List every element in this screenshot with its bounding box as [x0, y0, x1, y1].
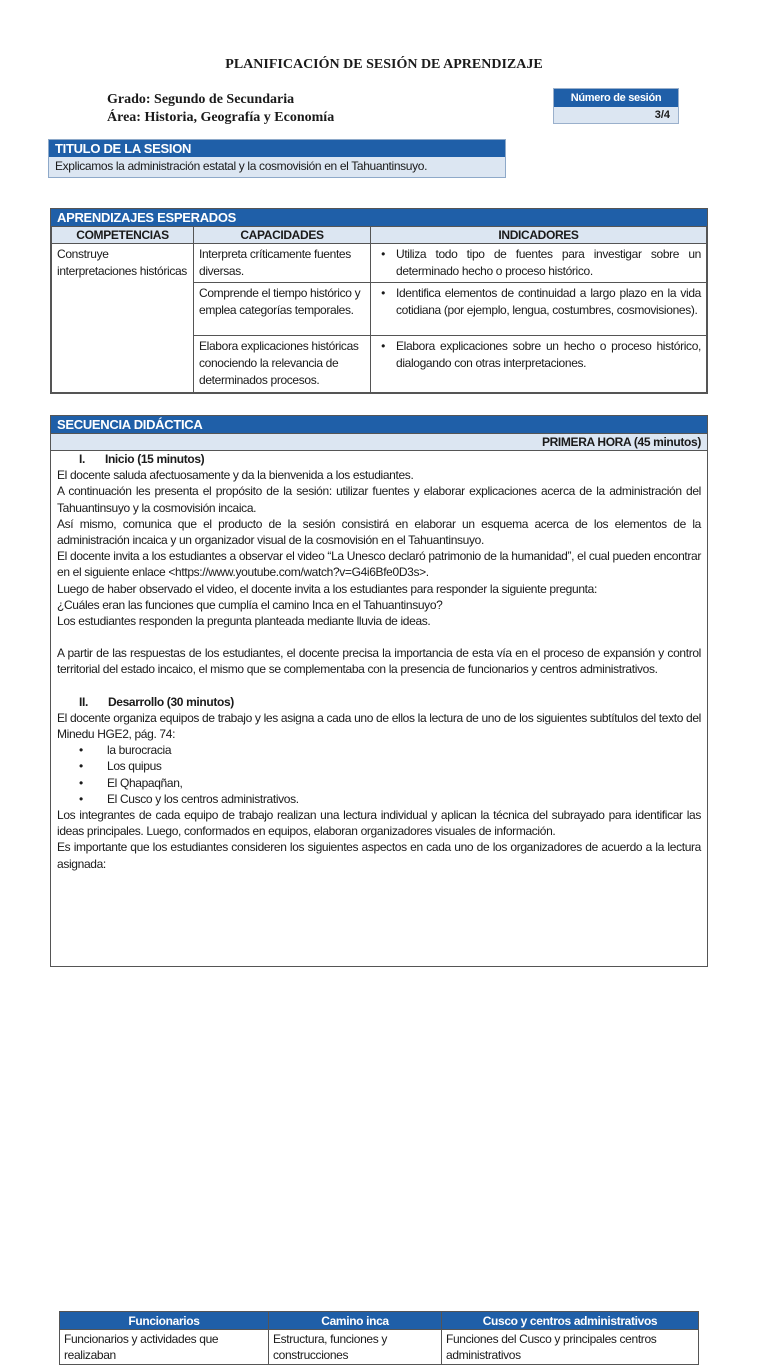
- bullet-icon: •: [79, 759, 83, 774]
- bullet-icon: •: [381, 286, 385, 300]
- first-hour-label: PRIMERA HORA (45 minutos): [51, 433, 707, 451]
- list-item: [57, 742, 701, 758]
- bullet-icon: •: [381, 247, 385, 261]
- learning-table: [51, 226, 707, 393]
- col-capacidades: CAPACIDADES: [194, 227, 371, 244]
- grade-label: Grado: Segundo de Secundaria: [107, 92, 295, 107]
- aspects-col-camino-inca: Camino inca: [269, 1312, 442, 1330]
- paragraph: A partir de las respuestas de los estudiantes, el docente precisa la importancia de esta vía en el proceso de expansión y control territorial del estado incaico, el mismo que se complementaba con la presencia de funcionarios y centros administrativos.: [57, 646, 701, 677]
- session-title-header: TITULO DE LA SESION: [49, 140, 505, 157]
- indicador-text: Elabora explicaciones sobre un hecho o proceso histórico, dialogando con otras interpretaciones.: [396, 339, 701, 370]
- session-number-value: 3/4: [554, 107, 678, 123]
- paragraph: ¿Cuáles eran las funciones que cumplía el camino Inca en el Tahuantinsuyo?: [57, 597, 443, 612]
- bullet-icon: •: [79, 743, 83, 758]
- paragraph: Es importante que los estudiantes consideren los siguientes aspectos en cada uno de los organizadores de acuerdo a la lectura asignada:: [57, 840, 701, 871]
- session-title-section: [48, 139, 506, 178]
- learning-table-header-row: [52, 227, 707, 244]
- table-row: [60, 1330, 699, 1365]
- paragraph: Así mismo, comunica que el producto de la sesión consistirá en elaborar un esquema acerca de los elementos de la administración incaica y un organizador visual de la cosmovisión en el Tahuantinsuyo.: [57, 516, 701, 548]
- phase-title: Desarrollo (30 minutos): [107, 694, 234, 709]
- didactic-sequence-header: SECUENCIA DIDÁCTICA: [51, 416, 707, 433]
- capacidad-cell: Comprende el tiempo histórico y emplea categorías temporales.: [194, 283, 371, 336]
- aspects-cell: Funcionarios y actividades que realizaban: [60, 1330, 269, 1365]
- aspects-col-cusco: Cusco y centros administrativos: [442, 1312, 699, 1330]
- document-title: PLANIFICACIÓN DE SESIÓN DE APRENDIZAJE: [225, 57, 543, 72]
- phase-number: II.: [79, 694, 88, 709]
- phase-number: I.: [79, 452, 85, 466]
- table-row: [52, 244, 707, 283]
- aspects-cell: Estructura, funciones y construcciones: [269, 1330, 442, 1365]
- list-item-text: El Qhapaqñan,: [107, 775, 183, 790]
- paragraph: A continuación les presenta el propósito de la sesión: utilizar fuentes y elaborar explicaciones acerca de la administración del Tahuantinsuyo y la cosmovisión incaica.: [57, 484, 701, 515]
- indicador-cell: [371, 336, 707, 393]
- bullet-icon: •: [79, 775, 83, 790]
- bullet-icon: •: [381, 339, 385, 353]
- indicador-cell: [371, 283, 707, 336]
- list-item-text: Los quipus: [107, 759, 162, 774]
- aspects-header-row: [60, 1312, 699, 1330]
- capacidad-cell: Elabora explicaciones históricas conociendo la relevancia de determinados procesos.: [194, 336, 371, 393]
- capacidad-cell: Interpreta críticamente fuentes diversas.: [194, 244, 371, 283]
- indicador-cell: [371, 244, 707, 283]
- expected-learning-section: [50, 208, 708, 394]
- list-item: [57, 775, 701, 791]
- list-item: [57, 791, 701, 807]
- indicador-text: Utiliza todo tipo de fuentes para investigar sobre un determinado hecho o proceso histórico.: [396, 247, 701, 278]
- col-competencias: COMPETENCIAS: [52, 227, 194, 244]
- indicador-text: Identifica elementos de continuidad a largo plazo en la vida cotidiana (por ejemplo, lengua, costumbres, cosmovisiones).: [396, 286, 701, 317]
- phase-title: Inicio (15 minutos): [104, 452, 205, 466]
- session-title-text: Explicamos la administración estatal y la cosmovisión en el Tahuantinsuyo.: [49, 157, 505, 177]
- competencia-cell: Construye interpretaciones históricas: [52, 244, 194, 393]
- list-item-text: El Cusco y los centros administrativos.: [107, 791, 299, 806]
- list-item: [57, 758, 701, 774]
- paragraph: Los integrantes de cada equipo de trabajo realizan una lectura individual y aplican la técnica del subrayado para identificar las ideas principales. Luego, conformados en equipos, elaboran organizadores visuales de información.: [57, 808, 701, 839]
- aspects-col-funcionarios: Funcionarios: [60, 1312, 269, 1330]
- area-label: Área: Historia, Geografía y Economía: [107, 110, 335, 125]
- paragraph: El docente invita a los estudiantes a observar el video “La Unesco declaró patrimonio de la humanidad”, el cual pueden encontrar en el siguiente enlace <https://www.youtube.com/watch?v=G4i6Bfe0D3s>.: [57, 549, 701, 580]
- paragraph: Los estudiantes responden la pregunta planteada mediante lluvia de ideas.: [57, 614, 431, 629]
- session-number-box: [553, 88, 679, 124]
- list-item-text: la burocracia: [107, 743, 172, 758]
- phase-heading-inicio: [57, 451, 701, 467]
- session-number-label: Número de sesión: [554, 89, 678, 107]
- expected-learning-header: APRENDIZAJES ESPERADOS: [51, 209, 707, 226]
- col-indicadores: INDICADORES: [371, 227, 707, 244]
- paragraph: El docente organiza equipos de trabajo y les asigna a cada uno de ellos la lectura de uno de los siguientes subtítulos del texto del Minedu HGE2, pág. 74:: [57, 710, 701, 742]
- phase-heading-desarrollo: [57, 694, 701, 710]
- sequence-content: [51, 451, 707, 872]
- paragraph: El docente saluda afectuosamente y da la bienvenida a los estudiantes.: [57, 468, 414, 483]
- bullet-icon: •: [79, 791, 83, 806]
- aspects-cell: Funciones del Cusco y principales centros administrativos: [442, 1330, 699, 1365]
- aspects-table: [59, 1311, 699, 1365]
- paragraph: Luego de haber observado el video, el docente invita a los estudiantes para responder la siguiente pregunta:: [57, 581, 597, 596]
- didactic-sequence-section: [50, 415, 708, 1362]
